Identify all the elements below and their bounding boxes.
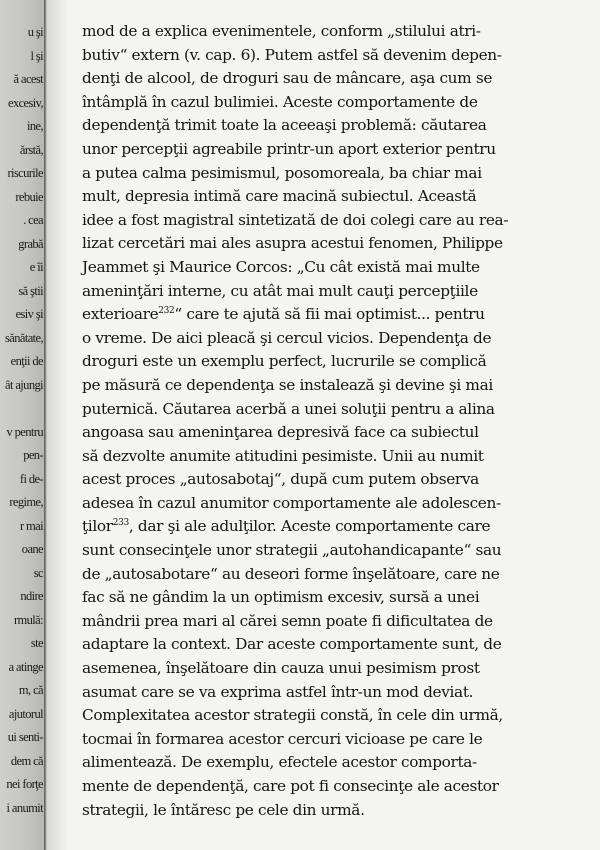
facing-page-fragment: dem că bbox=[10, 753, 43, 768]
facing-page-fragment: ste bbox=[30, 636, 43, 650]
text-line: mente de dependenţă, care pot fi consecinţe ale acestor bbox=[82, 777, 499, 795]
facing-page-fragment: ărstă, bbox=[19, 142, 43, 157]
facing-page-fragment: . cea bbox=[23, 213, 43, 227]
text-line: asemenea, înşelătoare din cauza unui pesimism prost bbox=[82, 659, 480, 678]
facing-page-fragment: regime, bbox=[9, 495, 43, 509]
text-line: angoasa sau ameninţarea depresivă face ca subiectul bbox=[82, 423, 479, 442]
text-segment: exterioare bbox=[82, 305, 159, 324]
facing-page-fragment: ui senti- bbox=[7, 730, 43, 744]
text-line: asumat care se va exprima astfel într-un mod deviat. bbox=[82, 682, 474, 701]
text-line: de „autosabotare“ au deseori forme înşelătoare, care ne bbox=[82, 564, 500, 583]
text-line: mod de a explica evenimentele, conform „stilului atri- bbox=[82, 22, 481, 40]
text-line: mândrii prea mari al cărei semn poate fi dificultatea de bbox=[82, 611, 493, 630]
text-line bbox=[82, 515, 582, 539]
facing-page-fragment bbox=[5, 397, 43, 421]
facing-page-fragment: ât ajungi bbox=[5, 377, 43, 392]
text-line: tocmai în formarea acestor cercuri vicioase pe care le bbox=[82, 729, 483, 748]
text-line: o vreme. De aici pleacă şi cercul vicios. Dependenţa de bbox=[82, 328, 492, 347]
facing-page-fragment: oane bbox=[21, 542, 43, 556]
text-line: a putea calma pesimismul, posomoreala, ba chiar mai bbox=[82, 163, 482, 182]
facing-page-fragment: enţii de bbox=[10, 354, 43, 368]
text-line: dependenţă trimit toate la aceeaşi problemă: căutarea bbox=[82, 116, 487, 135]
footnote-reference: 233 bbox=[112, 518, 129, 529]
text-line: alimentează. De exemplu, efectele acestor comporta- bbox=[82, 753, 477, 772]
text-line: pe măsură ce dependenţa se instalează şi devine şi mai bbox=[82, 375, 493, 394]
text-segment: “ care te ajută să fii mai optimist... pentru bbox=[174, 305, 485, 324]
text-line: butiv“ extern (v. cap. 6). Putem astfel să devenim depen- bbox=[82, 45, 502, 64]
facing-page-fragment: esiv şi bbox=[15, 307, 43, 321]
facing-page-text bbox=[5, 21, 43, 820]
facing-page-fragment: ajutorul bbox=[8, 706, 43, 721]
text-line: sunt consecinţele unor strategii „autohandicapante“ sau bbox=[82, 541, 502, 560]
text-line: unor percepţii agreabile printr-un aport exterior pentru bbox=[82, 139, 496, 158]
text-line bbox=[82, 303, 582, 327]
facing-page-fragment: m, că bbox=[18, 683, 43, 697]
text-line: întâmplă în cazul bulimiei. Aceste comportamente de bbox=[82, 92, 478, 111]
facing-page-fragment: excesiv, bbox=[8, 95, 43, 110]
facing-page-fragment: rmulă: bbox=[13, 612, 43, 627]
text-line: lizat cercetări mai ales asupra acestui fenomen, Philippe bbox=[82, 234, 503, 253]
facing-page-fragment: ndire bbox=[20, 589, 43, 603]
facing-page-fragment: nei forţe bbox=[6, 777, 43, 791]
text-line: adaptare la context. Dar aceste comportamente sunt, de bbox=[82, 635, 502, 654]
facing-page-fragment: ă acest bbox=[13, 72, 43, 86]
text-line: să dezvolte anumite atitudini pesimiste. Unii au numit bbox=[82, 446, 484, 465]
text-line: adesea în cazul anumitor comportamente ale adolescen- bbox=[82, 493, 501, 512]
facing-page-fragment: pen- bbox=[23, 448, 43, 462]
facing-page-fragment: grabă bbox=[18, 236, 43, 251]
facing-page-fragment: fi de- bbox=[19, 471, 43, 486]
text-segment: , dar şi ale adulţilor. Aceste comportamente care bbox=[128, 517, 491, 536]
text-line: idee a fost magistral sintetizată de doi colegi care au rea- bbox=[82, 210, 509, 229]
facing-page-fragment: sănătate, bbox=[5, 330, 43, 345]
text-line: Jeammet şi Maurice Corcos: „Cu cât există mai multe bbox=[82, 257, 480, 276]
text-segment: ţilor bbox=[82, 517, 113, 536]
facing-page-fragment: u şi bbox=[27, 25, 43, 39]
text-line: ameninţări interne, cu atât mai mult cauţi percepţiile bbox=[82, 281, 478, 300]
main-page-body bbox=[82, 20, 582, 822]
text-line: mult, depresia intimă care macină subiectul. Această bbox=[82, 187, 477, 206]
facing-page bbox=[0, 0, 45, 850]
gutter-shadow bbox=[47, 0, 69, 850]
text-line: acest proces „autosabotaj“, după cum putem observa bbox=[82, 470, 479, 489]
facing-page-fragment: sc bbox=[33, 565, 43, 580]
facing-page-fragment: e îi bbox=[29, 260, 43, 274]
text-line: denţi de alcool, de droguri sau de mâncare, aşa cum se bbox=[82, 69, 493, 88]
text-line: fac să ne gândim la un optimism excesiv, sursă a unei bbox=[82, 588, 480, 607]
facing-page-fragment: a atinge bbox=[8, 659, 43, 674]
facing-page-fragment: rebuie bbox=[15, 189, 43, 204]
text-line: Complexitatea acestor strategii constă, în cele din urmă, bbox=[82, 706, 503, 725]
text-line: strategii, le întăresc pe cele din urmă. bbox=[82, 800, 365, 819]
facing-page-fragment: i anumit bbox=[6, 800, 43, 815]
footnote-reference: 232 bbox=[158, 306, 175, 317]
facing-page-fragment: să ştii bbox=[18, 283, 43, 298]
facing-page-fragment: riscurile bbox=[7, 166, 43, 180]
text-line: droguri este un exemplu perfect, lucrurile se complică bbox=[82, 352, 487, 371]
facing-page-fragment: ine, bbox=[27, 119, 43, 133]
facing-page-fragment: l şi bbox=[30, 48, 43, 63]
facing-page-fragment: r mai bbox=[19, 518, 43, 533]
text-line: puternică. Căutarea acerbă a unei soluţii pentru a alina bbox=[82, 399, 495, 418]
facing-page-fragment: v pentru bbox=[6, 424, 43, 439]
